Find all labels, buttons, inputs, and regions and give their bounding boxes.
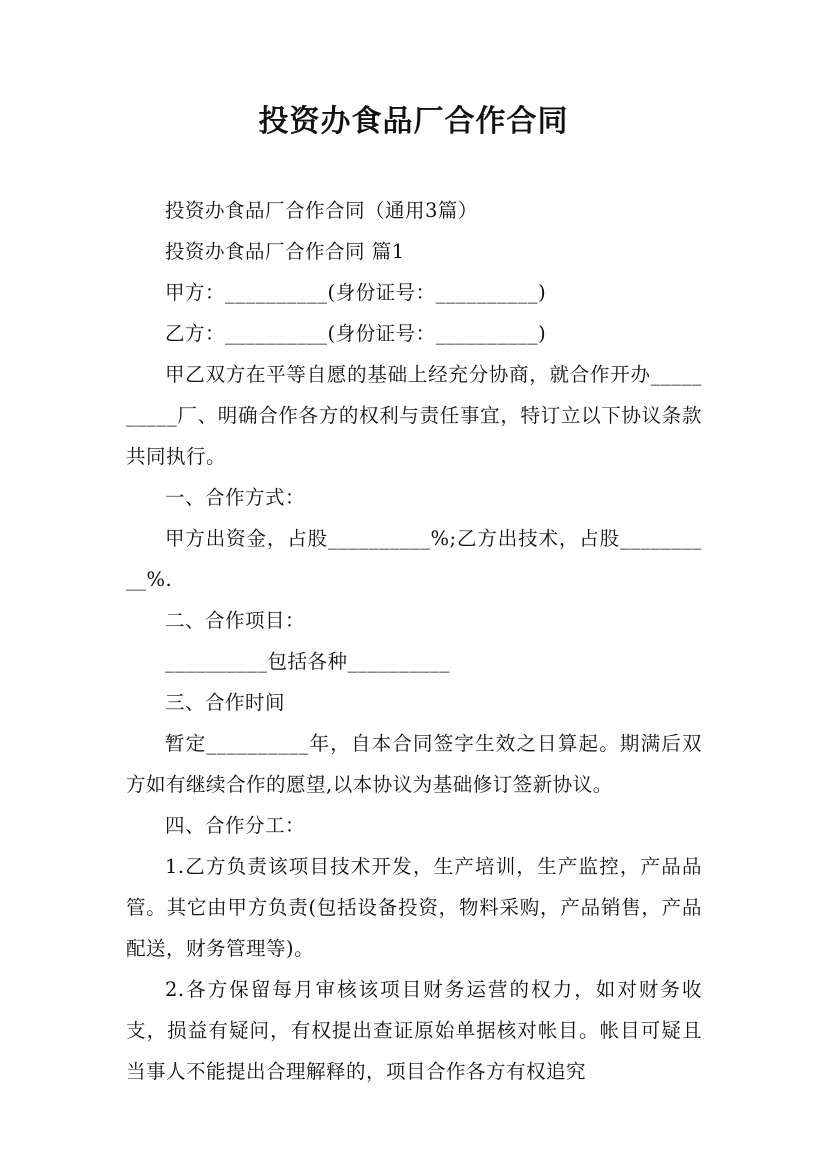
clause-paragraph: 甲方出资金，占股__________%;乙方出技术，占股__________%. [126,527,702,591]
clause-paragraph: __________包括各种__________ [165,650,451,673]
clause-heading-1: 一、合作方式： [165,486,306,509]
intro-paragraph: 甲乙双方在平等自愿的基础上经充分协商，就合作开办__________厂、明确合作各方的权利与责任事宜，特订立以下协议条款共同执行。 [126,363,702,468]
party-a-line: 甲方：__________(身份证号：__________) [165,281,547,304]
subtitle-paragraph: 投资办食品厂合作合同（通用3篇） [165,199,478,222]
clause-paragraph: 暂定__________年，自本合同签字生效之日算起。期满后双方如有继续合作的愿望,以本协议为基础修订签新协议。 [126,732,702,796]
clause-paragraph: 2.各方保留每月审核该项目财务运营的权力，如对财务收支，损益有疑问，有权提出查证原始单据核对帐目。帐目可疑且当事人不能提出合理解释的，项目合作各方有权追究 [126,978,702,1083]
document-title: 投资办食品厂合作合同 [258,104,569,139]
section-heading: 投资办食品厂合作合同 篇1 [165,240,405,263]
clause-heading-2: 二、合作项目： [165,609,306,632]
clause-heading-3: 三、合作时间 [165,691,286,714]
document-body [126,190,702,1092]
party-b-line: 乙方：__________(身份证号：__________) [165,322,547,345]
clause-paragraph: 1.乙方负责该项目技术开发，生产培训，生产监控，产品品管。其它由甲方负责(包括设备投资，物料采购，产品销售，产品配送，财务管理等)。 [126,855,702,960]
clause-heading-4: 四、合作分工： [165,814,306,837]
